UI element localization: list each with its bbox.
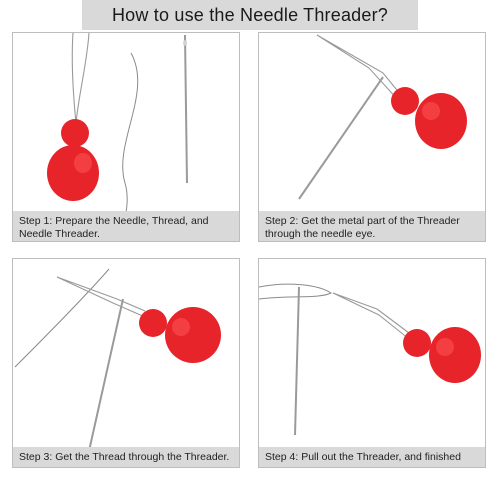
step-2-panel [258,32,486,242]
step-4-illustration [259,259,486,468]
title-banner [82,0,418,30]
step-3-caption: Step 3: Get the Thread through the Threader. [13,447,239,467]
step-3-panel [12,258,240,468]
step-3-illustration [13,259,240,468]
step-1-panel [12,32,240,242]
step-4-caption: Step 4: Pull out the Threader, and finished [259,447,485,467]
step-4-panel [258,258,486,468]
step-1-caption: Step 1: Prepare the Needle, Thread, and Needle Threader. [13,211,239,241]
step-2-caption: Step 2: Get the metal part of the Threader through the needle eye. [259,211,485,241]
page-title: How to use the Needle Threader? [111,4,389,25]
